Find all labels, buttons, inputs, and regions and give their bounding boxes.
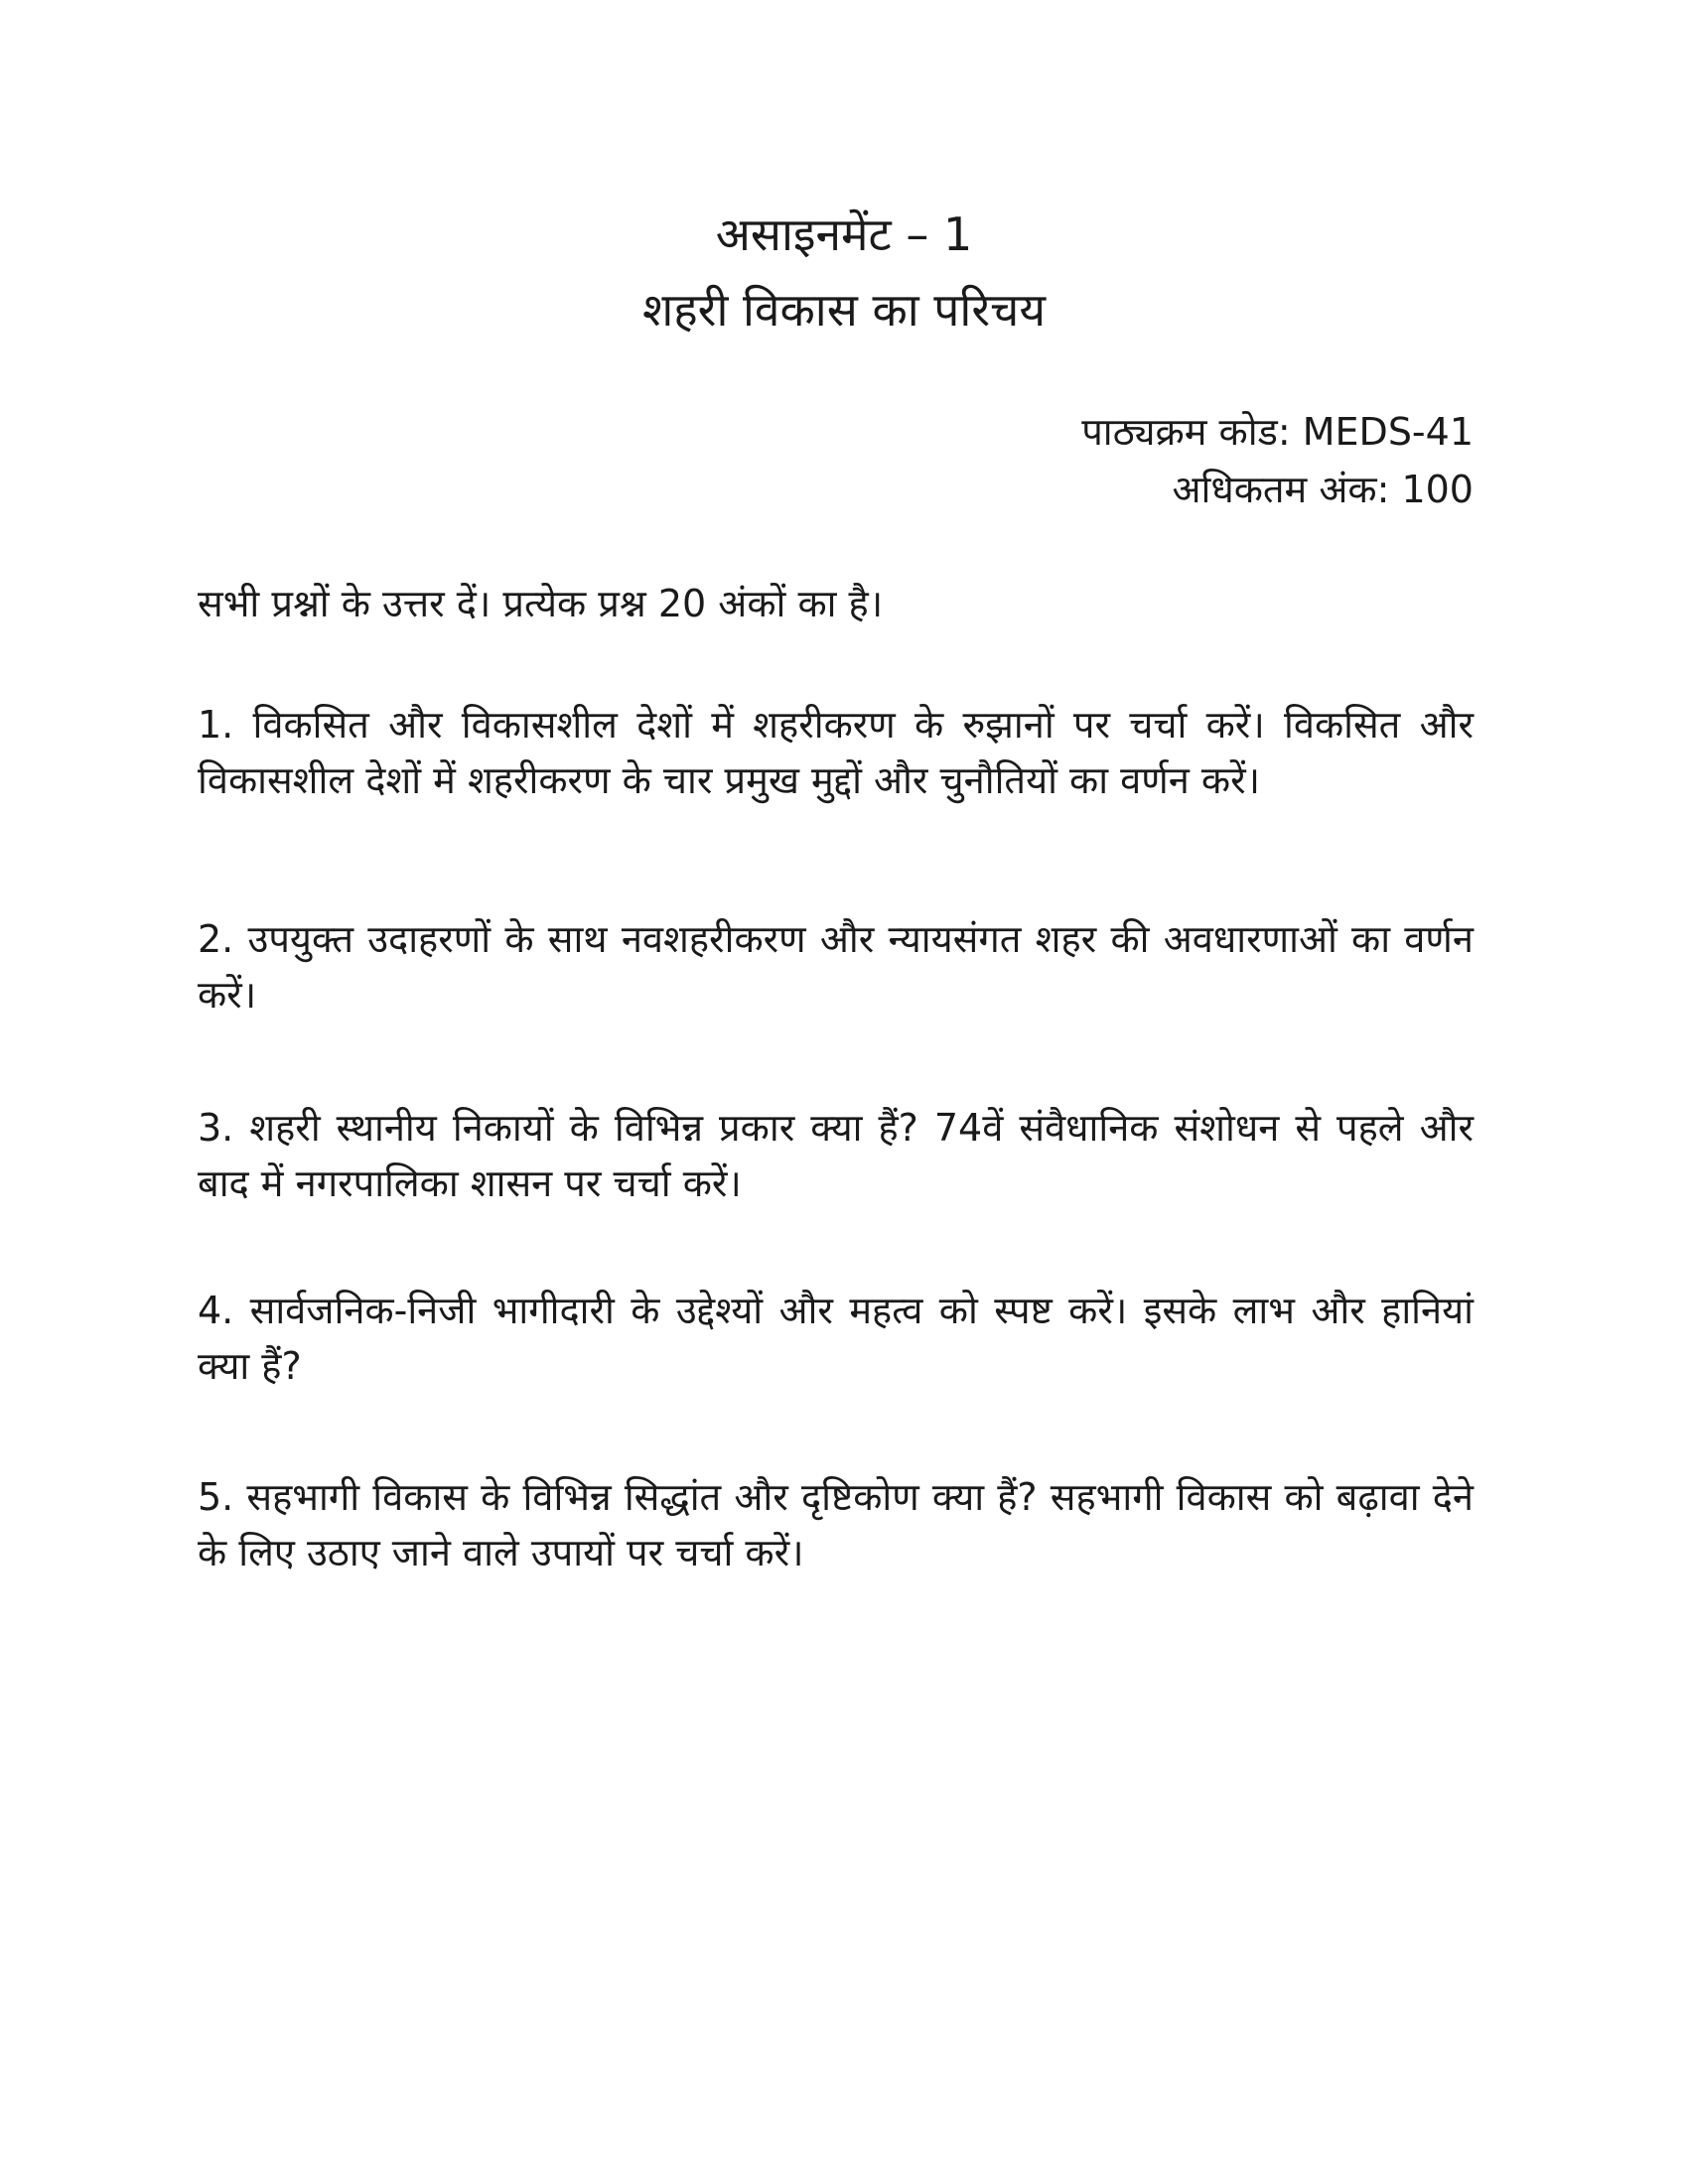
question-3: 3. शहरी स्थानीय निकायों के विभिन्न प्रकार क्या हैं? 74वें संवैधानिक संशोधन से पहले और बाद में नगरपालिका शासन पर चर्चा करें। xyxy=(198,1106,1474,1205)
max-marks: अधिकतम अंक: 100 xyxy=(1172,468,1474,511)
question-1: 1. विकसित और विकासशील देशों में शहरीकरण के रुझानों पर चर्चा करें। विकसित और विकासशील देशों में शहरीकरण के चार प्रमुख मुद्दों और चुनौतियों का वर्णन करें। xyxy=(198,703,1474,802)
course-code: पाठ्यक्रम कोड: MEDS-41 xyxy=(1081,410,1474,454)
question-5: 5. सहभागी विकास के विभिन्न सिद्धांत और दृष्टिकोण क्या हैं? सहभागी विकास को बढ़ावा देने के लिए उठाए जाने वाले उपायों पर चर्चा करें। xyxy=(198,1475,1474,1574)
question-4: 4. सार्वजनिक-निजी भागीदारी के उद्देश्यों और महत्व को स्पष्ट करें। इसके लाभ और हानियां क्या हैं? xyxy=(198,1289,1474,1388)
instructions: सभी प्रश्नों के उत्तर दें। प्रत्येक प्रश्न 20 अंकों का है। xyxy=(198,582,884,625)
question-2: 2. उपयुक्त उदाहरणों के साथ नवशहरीकरण और न्यायसंगत शहर की अवधारणाओं का वर्णन करें। xyxy=(198,917,1474,1017)
course-title: शहरी विकास का परिचय xyxy=(641,283,1047,337)
assignment-title: असाइनमेंट – 1 xyxy=(715,207,973,261)
